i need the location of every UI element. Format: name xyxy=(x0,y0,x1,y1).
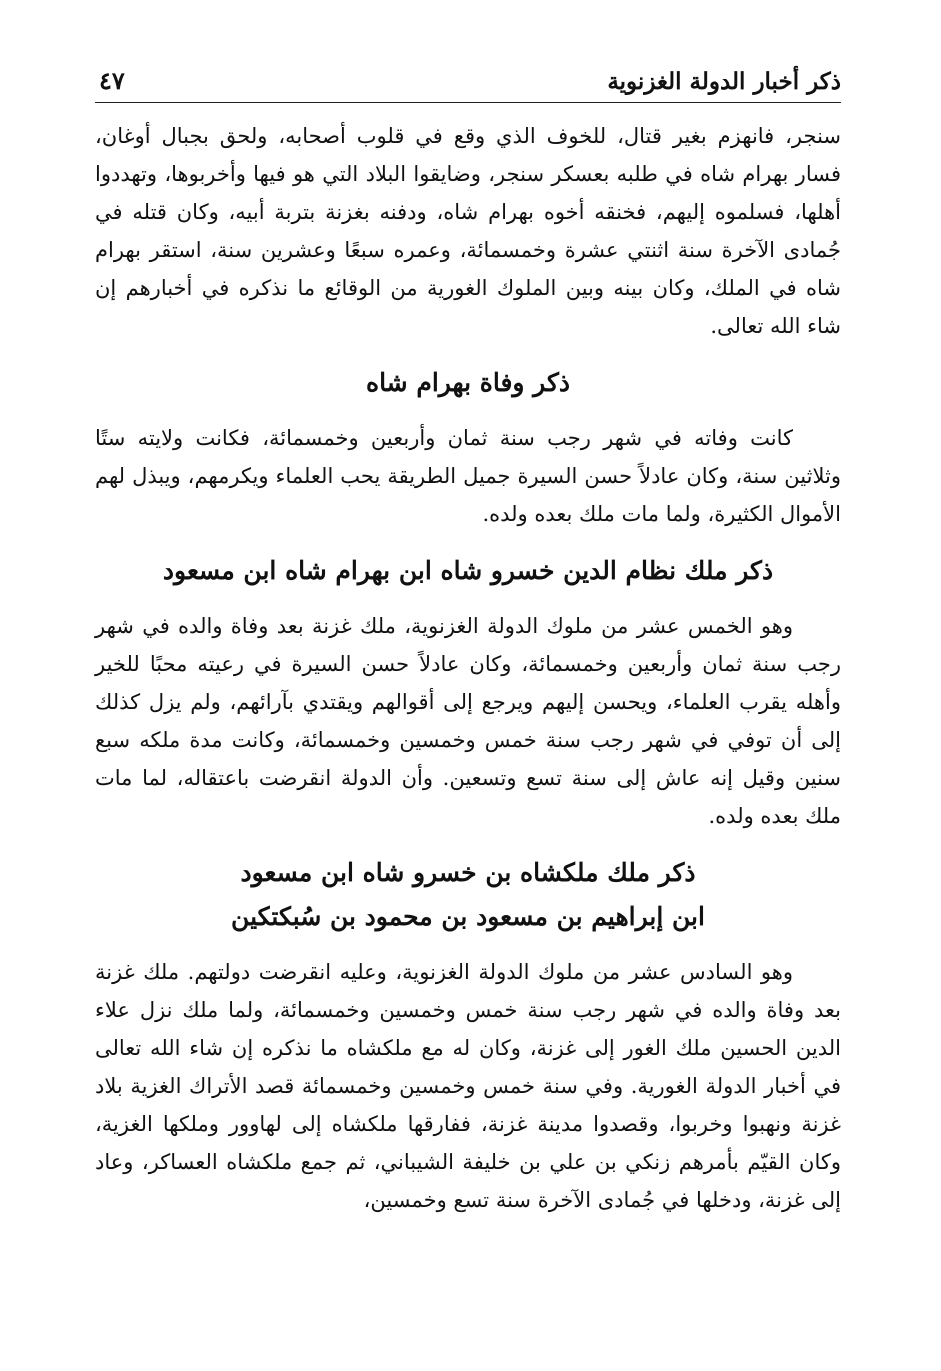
paragraph-1: سنجر، فانهزم بغير قتال، للخوف الذي وقع في قلوب أصحابه، ولحق بجبال أوغان، فسار بهرام شاه في طلبه بعسكر سنجر، وضايقوا البلاد التي هو فيها وأخربوها، وتهددوا أهلها، فسلموه إليهم، فخنقه أخوه بهرام شاه، ودفنه بغزنة بتربة أبيه، وكان قتله في جُمادى الآخرة سنة اثنتي عشرة وخمسمائة، وعمره سبعًا وعشرين سنة، استقر بهرام شاه في الملك، وكان بينه وبين الملوك الغورية من الوقائع ما نذكره في أخبارهم إن شاء الله تعالى. xyxy=(95,124,841,338)
book-page xyxy=(95,60,841,1351)
heading-malikshah-line-1: ذكر ملك ملكشاه بن خسرو شاه ابن مسعود xyxy=(240,858,696,887)
page-header xyxy=(95,60,841,103)
paragraph-3: وهو الخمس عشر من ملوك الدولة الغزنوية، ملك غزنة بعد وفاة والده في شهر رجب سنة ثمان وأربعين وخمسمائة، وكان عادلاً حسن السيرة في رعيته محبًا للخير وأهله يقرب العلماء، ويحسن إليهم ويرجع إلى أقوالهم ويقتدي بآرائهم، ولم يزل كذلك إلى أن توفي في شهر رجب سنة خمس وخمسين وخمسمائة، وكانت مدة ملكه سبع سنين وقيل إنه عاش إلى سنة تسع وتسعين. وأن الدولة انقرضت باعتقاله، لما مات ملك بعده ولده. xyxy=(95,614,841,828)
running-title: ذكر أخبار الدولة الغزنوية xyxy=(607,68,841,95)
heading-death-of-bahram-shah: ذكر وفاة بهرام شاه xyxy=(365,368,571,397)
heading-malikshah xyxy=(95,851,841,939)
heading-malikshah-line-2: ابن إبراهيم بن مسعود بن محمود بن سُبكتكين xyxy=(231,902,705,931)
paragraph-2: كانت وفاته في شهر رجب سنة ثمان وأربعين وخمسمائة، فكانت ولايته ستًا وثلاثين سنة، وكان عادلاً حسن السيرة جميل الطريقة يحب العلماء ويكرمهم، ويبذل لهم الأموال الكثيرة، ولما مات ملك بعده ولده. xyxy=(95,426,841,526)
page-number: ٤٧ xyxy=(99,66,125,95)
page-body xyxy=(95,117,841,1219)
paragraph-4: وهو السادس عشر من ملوك الدولة الغزنوية، وعليه انقرضت دولتهم. ملك غزنة بعد وفاة والده في شهر رجب سنة خمس وخمسين وخمسمائة، ولما ملك نزل علاء الدين الحسين ملك الغور إلى غزنة، وكان له مع ملكشاه ما نذكره إن شاء الله تعالى في أخبار الدولة الغورية. وفي سنة خمس وخمسين وخمسمائة قصد الأتراك الغزية بلاد غزنة ونهبوا وخربوا، وقصدوا مدينة غزنة، ففارقها ملكشاه إلى لهاوور وملكها الغزية، وكان القيّم بأمرهم زنكي بن علي بن خليفة الشيباني، ثم جمع ملكشاه العساكر، وعاد إلى غزنة، ودخلها في جُمادى الآخرة سنة تسع وخمسين، xyxy=(95,960,841,1212)
heading-khusraw-shah: ذكر ملك نظام الدين خسرو شاه ابن بهرام شاه ابن مسعود xyxy=(162,556,774,585)
